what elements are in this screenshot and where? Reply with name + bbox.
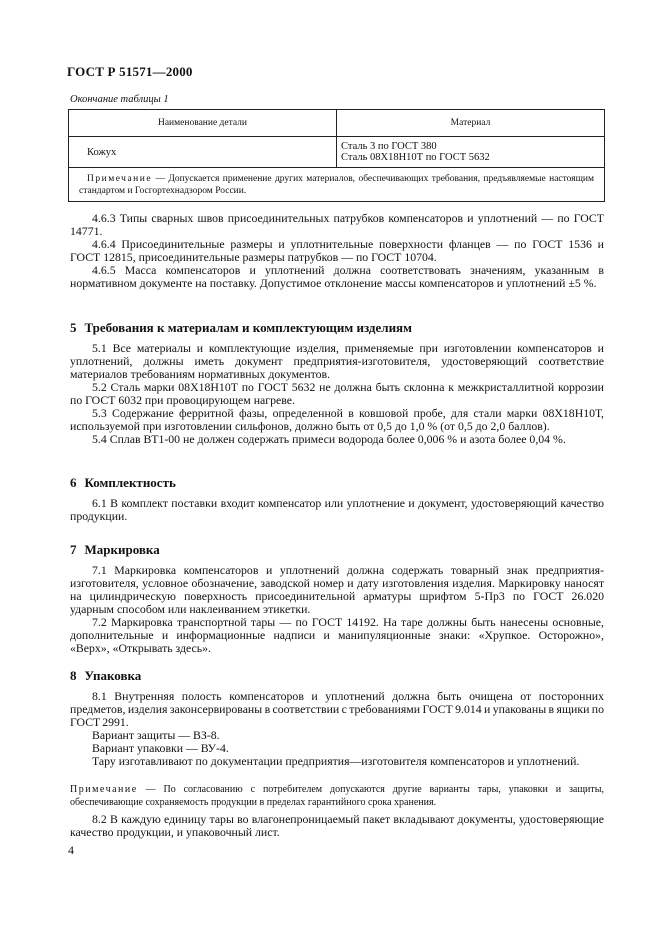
section-4-paragraphs xyxy=(70,212,604,290)
paragraph-5-4: 5.4 Сплав ВТ1-00 не должен содержать примеси водорода более 0,006 % и азота более 0,04 %. xyxy=(92,432,566,446)
paragraph-5-3: 5.3 Содержание ферритной фазы, определенной в ковшовой пробе, для стали марки 08Х18Н10Т, используемой при изготовлении сильфонов, должно быть от 0,5 до 1,0 % (от 0,5 до 2,0 баллов). xyxy=(70,406,604,433)
section-7-title: Маркировка xyxy=(84,542,160,557)
paragraph-4-6-3: 4.6.3 Типы сварных швов присоединительных патрубков компенсаторов и уплотнений — по ГОСТ 14771. xyxy=(70,211,604,238)
paragraph-tara: Тару изготавливают по документации предприятия—изготовителя компенсаторов и уплотнений. xyxy=(92,754,580,768)
table-cell-material xyxy=(337,137,605,168)
table-caption: Окончание таблицы 1 xyxy=(70,94,169,105)
materials-table xyxy=(68,109,605,202)
paragraph-8-1: 8.1 Внутренняя полость компенсаторов и уплотнений должна быть очищена от посторонних предметов, изделия законсервированы в соответствии с требованиями ГОСТ 9.014 и упакованы в ящики по ГОСТ 2991. xyxy=(70,689,604,729)
paragraph-8-2: 8.2 В каждую единицу тары во влагонепроницаемый пакет вкладывают документы, удостоверяющие качество продукции, и упаковочный лист. xyxy=(70,812,604,839)
section-5-heading xyxy=(70,320,412,336)
section-8-note xyxy=(70,784,604,809)
material-line-1: Сталь 3 по ГОСТ 380 xyxy=(341,141,437,152)
section-6-title: Комплектность xyxy=(84,475,176,490)
section-8-heading xyxy=(70,668,141,684)
table-header-part: Наименование детали xyxy=(69,110,337,137)
protection-variant: Вариант защиты — ВЗ-8. xyxy=(92,728,220,742)
section-7-heading xyxy=(70,542,160,558)
paragraph-6-1: 6.1 В комплект поставки входит компенсатор или уплотнение и документ, удостоверяющий качество продукции. xyxy=(70,496,604,523)
paragraph-7-2: 7.2 Маркировка транспортной тары — по ГОСТ 14192. На таре должны быть нанесены основные, дополнительные и информационные надписи и манипуляционные знаки: «Хрупкое. Осторожно», «Верх», «Открывать здесь». xyxy=(70,615,604,655)
section-5-number: 5 xyxy=(70,320,77,335)
section-8-paragraphs xyxy=(70,690,604,768)
paragraph-5-2: 5.2 Сталь марки 08Х18Н10Т по ГОСТ 5632 не должна быть склонна к межкристаллитной коррозии по ГОСТ 6032 при провоцирующем нагреве. xyxy=(70,380,604,407)
section-6-number: 6 xyxy=(70,475,77,490)
table-note-row xyxy=(69,168,605,202)
section-8-note-text: — По согласованию с потребителем допускаются другие варианты тары, упаковки и защиты, обеспечивающие сохраняемость продукции в пределах гарантийного срока хранения. xyxy=(70,784,604,808)
paragraph-7-1: 7.1 Маркировка компенсаторов и уплотнений должна содержать товарный знак предприятия-изготовителя, условное обозначение, заводской номер и дату изготовления изделия. Маркировку наносят на цилиндрическую поверхность присоединительной арматуры шрифтом 5-Пр3 по ГОСТ 26.020 ударным способом или наклеиванием этикетки. xyxy=(70,563,604,616)
table-row xyxy=(69,137,605,168)
paragraph-4-6-4: 4.6.4 Присоединительные размеры и уплотнительные поверхности фланцев — по ГОСТ 1536 и ГОСТ 12815, присоединительные размеры патрубков — по ГОСТ 10704. xyxy=(70,237,604,264)
table-note-label: Примечание xyxy=(87,173,153,184)
table-header-row xyxy=(69,110,605,137)
section-5-title: Требования к материалам и комплектующим изделиям xyxy=(84,320,412,335)
section-7-number: 7 xyxy=(70,542,77,557)
paragraph-5-1: 5.1 Все материалы и комплектующие изделия, применяемые при изготовлении компенсаторов и уплотнений, должны иметь документ предприятия-изготовителя, удостоверяющий соответствие материалов требованиям нормативных документов. xyxy=(70,341,604,381)
section-8-title: Упаковка xyxy=(84,668,142,683)
table-note-text: — Допускается применение других материалов, обеспечивающих требования, предъявляемые настоящим стандартом и Госгортехнадзором России. xyxy=(79,173,594,196)
section-8-2 xyxy=(70,813,604,839)
table-note xyxy=(69,168,605,202)
material-line-2: Сталь 08Х18Н10Т по ГОСТ 5632 xyxy=(341,152,490,163)
section-6-heading xyxy=(70,475,176,491)
table-cell-part-name: Кожух xyxy=(69,137,337,168)
section-5-paragraphs xyxy=(70,342,604,446)
paragraph-4-6-5: 4.6.5 Масса компенсаторов и уплотнений должна соответствовать значениям, указанным в нормативном документе на поставку. Допустимое отклонение массы компенсаторов и уплотнений ±5 %. xyxy=(70,263,604,290)
packaging-variant: Вариант упаковки — ВУ-4. xyxy=(92,741,229,755)
document-header: ГОСТ Р 51571—2000 xyxy=(67,64,193,79)
table-header-material: Материал xyxy=(337,110,605,137)
page-number: 4 xyxy=(68,843,74,857)
section-7-paragraphs xyxy=(70,564,604,655)
section-8-note-label: Примечание xyxy=(70,784,138,795)
section-8-number: 8 xyxy=(70,668,77,683)
section-6-paragraphs xyxy=(70,497,604,523)
